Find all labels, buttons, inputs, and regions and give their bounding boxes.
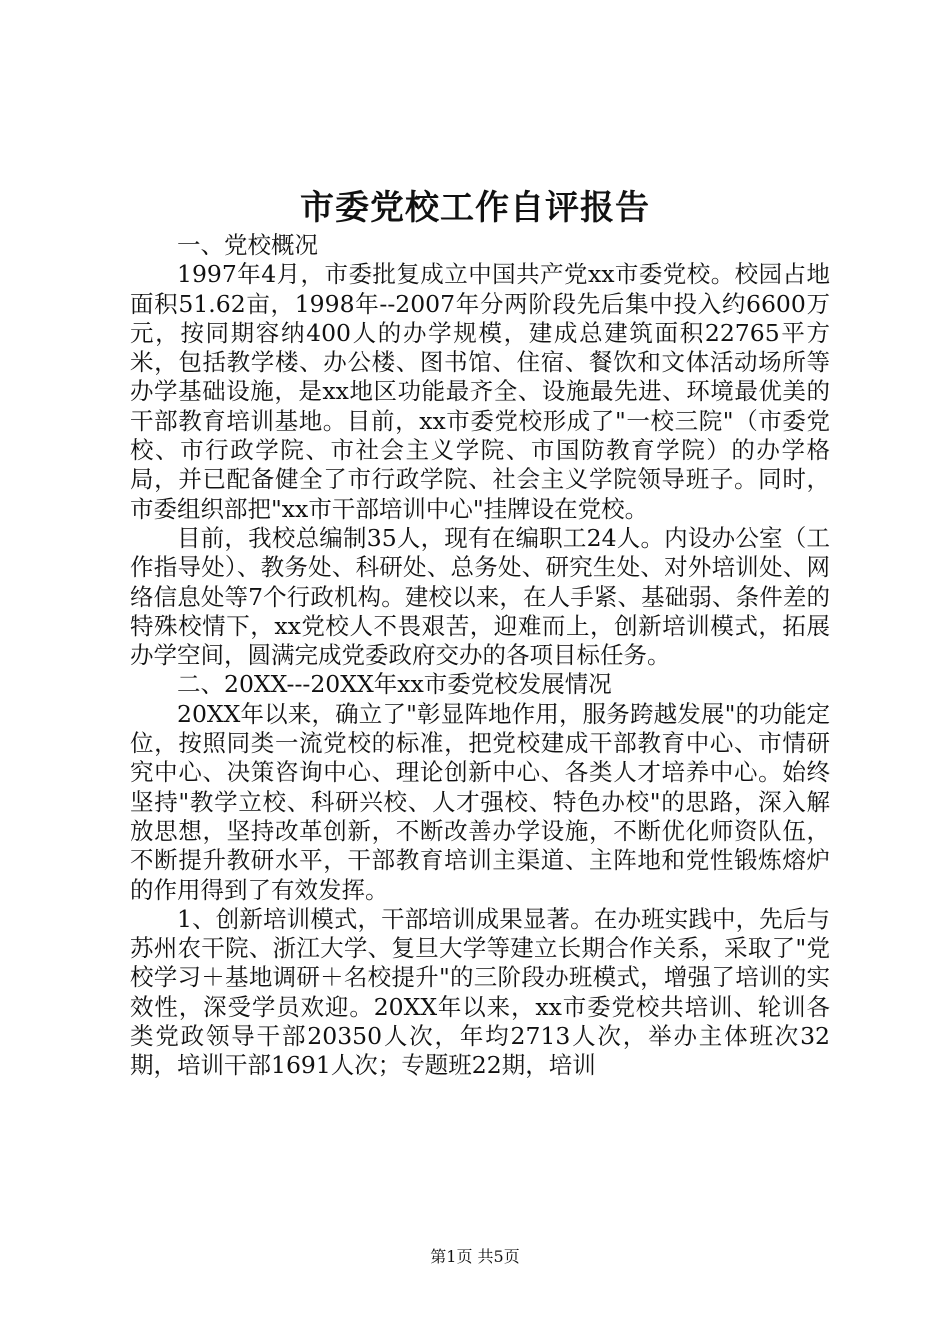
paragraph-staffing: 目前，我校总编制35人，现有在编职工24人。内设办公室（工作指导处）、教务处、科研处、总务处、研究生处、对外培训处、网络信息处等7个行政机构。建校以来，在人手紧、基础弱、条件差的特殊校情下，xx党校人不畏艰苦，迎难而上，创新培训模式，拓展办学空间，圆满完成党委政府交办的各项目标任务。: [130, 523, 830, 670]
document-body: [130, 231, 830, 1081]
paragraph-positioning: 20XX年以来，确立了"彰显阵地作用，服务跨越发展"的功能定位，按照同类一流党校的标准，把党校建成干部教育中心、市情研究中心、决策咨询中心、理论创新中心、各类人才培养中心。始终坚持"教学立校、科研兴校、人才强校、特色办校"的思路，深入解放思想，坚持改革创新，不断改善办学设施，不断优化师资队伍，不断提升教研水平，干部教育培训主渠道、主阵地和党性锻炼熔炉的作用得到了有效发挥。: [130, 699, 830, 904]
section-heading-development: 二、20XX---20XX年xx市委党校发展情况: [177, 670, 612, 699]
page-number-footer: 第1页 共5页: [430, 1247, 520, 1266]
document-title: 市委党校工作自评报告: [300, 188, 650, 228]
paragraph-training-mode: 1、创新培训模式，干部培训成果显著。在办班实践中，先后与苏州农干院、浙江大学、复旦大学等建立长期合作关系，采取了"党校学习＋基地调研＋名校提升"的三阶段办班模式，增强了培训的实效性，深受学员欢迎。20XX年以来，xx市委党校共培训、轮训各类党政领导干部20350人次，年均2713人次，举办主体班次32期，培训干部1691人次；专题班22期，培训: [130, 904, 830, 1080]
section-heading-overview: 一、党校概况: [177, 231, 318, 259]
paragraph-history: 1997年4月，市委批复成立中国共产党xx市委党校。校园占地面积51.62亩，1998年--2007年分两阶段先后集中投入约6600万元，按同期容纳400人的办学规模，建成总建筑面积22765平方米，包括教学楼、办公楼、图书馆、住宿、餐饮和文体活动场所等办学基础设施，是xx地区功能最齐全、设施最先进、环境最优美的干部教育培训基地。目前，xx市委党校形成了"一校三院"（市委党校、市行政学院、市社会主义学院、市国防教育学院）的办学格局，并已配备健全了市行政学院、社会主义学院领导班子。同时，市委组织部把"xx市干部培训中心"挂牌设在党校。: [130, 260, 830, 523]
